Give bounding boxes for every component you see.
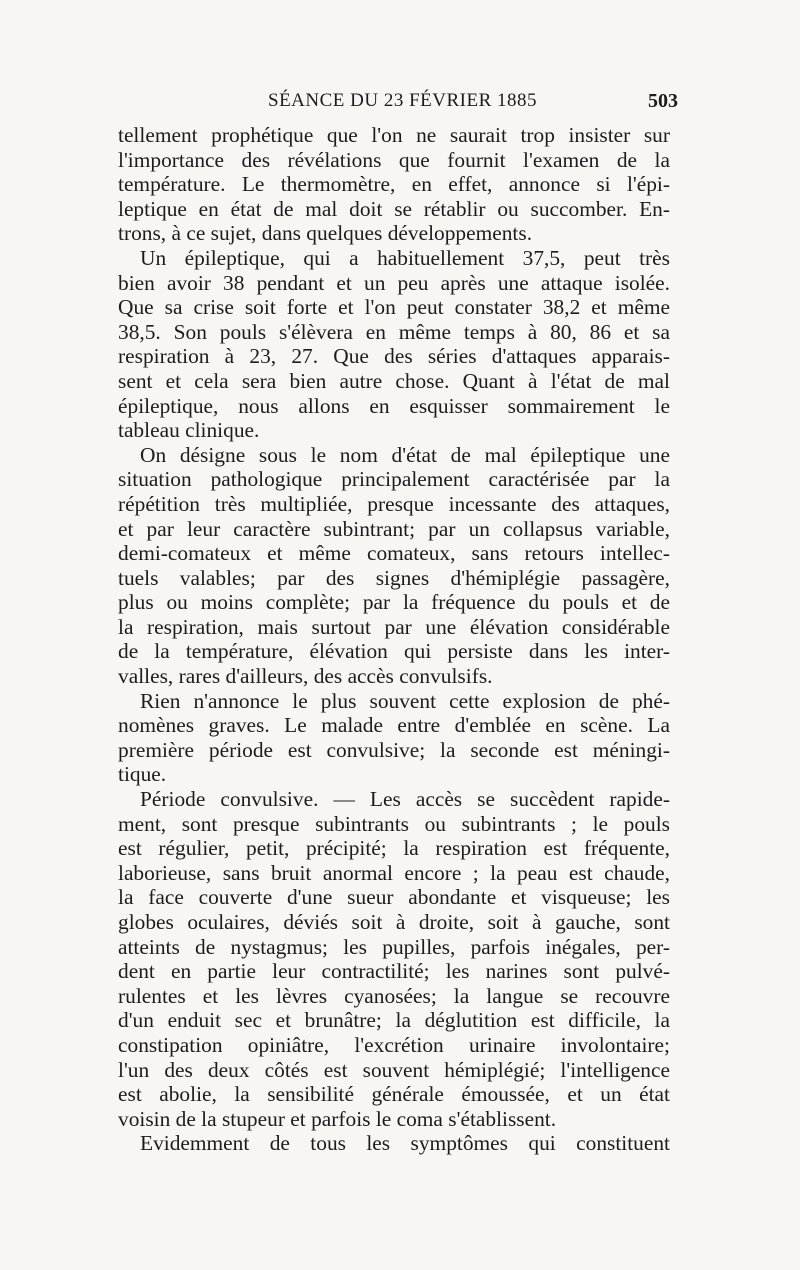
- text-line: de la température, élévation qui persiste dans les inter-: [118, 639, 670, 664]
- text-line: la face couverte d'une sueur abondante et visqueuse; les: [118, 885, 670, 910]
- text-line: sent et cela sera bien autre chose. Quant à l'état de mal: [118, 368, 670, 393]
- text-line: voisin de la stupeur et parfois le coma s'établissent.: [118, 1106, 557, 1131]
- text-line: est abolie, la sensibilité générale émoussée, et un état: [118, 1082, 670, 1107]
- text-line: nomènes graves. Le malade entre d'emblée en scène. La: [118, 713, 670, 738]
- text-line: est régulier, petit, précipité; la respiration est fréquente,: [118, 836, 670, 861]
- text-line: Un épileptique, qui a habituellement 37,5, peut très: [140, 245, 670, 270]
- text-line: valles, rares d'ailleurs, des accès convulsifs.: [118, 664, 493, 689]
- text-line: bien avoir 38 pendant et un peu après une attaque isolée.: [118, 270, 670, 295]
- text-line: 38,5. Son pouls s'élèvera en même temps à 80, 86 et sa: [118, 319, 670, 344]
- text-line: tellement prophétique que l'on ne saurait trop insister sur: [118, 123, 670, 147]
- text-line: tableau clinique.: [118, 418, 260, 443]
- text-line: Période convulsive. — Les accès se succèdent rapide-: [140, 787, 670, 812]
- page-number: 503: [648, 90, 678, 112]
- text-line: constipation opiniâtre, l'excrétion urinaire involontaire;: [118, 1032, 670, 1057]
- text-line: l'importance des révélations que fournit l'examen de la: [118, 147, 670, 172]
- text-line: tuels valables; par des signes d'hémiplégie passagère,: [118, 565, 670, 590]
- text-line: température. Le thermomètre, en effet, annonce si l'épi-: [118, 172, 670, 197]
- text-line: laborieuse, sans bruit anormal encore ; la peau est chaude,: [118, 860, 670, 885]
- text-line: trons, à ce sujet, dans quelques développements.: [118, 221, 533, 246]
- text-line: la respiration, mais surtout par une élévation considérable: [118, 614, 670, 639]
- text-line: Que sa crise soit forte et l'on peut constater 38,2 et même: [118, 295, 670, 320]
- body-text: [118, 123, 670, 1156]
- text-line: dent en partie leur contractilité; les narines sont pulvé-: [118, 959, 670, 984]
- text-line: et par leur caractère subintrant; par un collapsus variable,: [118, 516, 670, 541]
- text-line: épileptique, nous allons en esquisser sommairement le: [118, 393, 670, 418]
- text-line: tique.: [118, 762, 167, 787]
- text-line: On désigne sous le nom d'état de mal épileptique une: [140, 442, 670, 467]
- page-header: [118, 90, 678, 118]
- text-line: rulentes et les lèvres cyanosées; la langue se recouvre: [118, 983, 670, 1008]
- text-line: plus ou moins complète; par la fréquence du pouls et de: [118, 590, 670, 615]
- text-line: atteints de nystagmus; les pupilles, parfois inégales, per-: [118, 934, 670, 959]
- text-line: l'un des deux côtés est souvent hémiplégié; l'intelligence: [118, 1057, 670, 1082]
- text-line: leptique en état de mal doit se rétablir ou succomber. En-: [118, 196, 670, 221]
- text-line: Evidemment de tous les symptômes qui constituent: [140, 1131, 670, 1156]
- text-line: globes oculaires, déviés soit à droite, soit à gauche, sont: [118, 910, 670, 934]
- text-line: répétition très multipliée, presque incessante des attaques,: [118, 491, 670, 516]
- text-line: respiration à 23, 27. Que des séries d'attaques apparais-: [118, 344, 670, 369]
- text-line: d'un enduit sec et brunâtre; la déglutition est difficile, la: [118, 1008, 670, 1033]
- running-title: SÉANCE DU 23 FÉVRIER 1885: [268, 90, 538, 111]
- text-line: ment, sont presque subintrants ou subintrants ; le pouls: [118, 811, 670, 836]
- text-line: demi-comateux et même comateux, sans retours intellec-: [118, 541, 670, 566]
- text-line: première période est convulsive; la seconde est méningi-: [118, 737, 670, 762]
- text-line: situation pathologique principalement caractérisée par la: [118, 467, 670, 492]
- text-line: Rien n'annonce le plus souvent cette explosion de phé-: [140, 688, 670, 713]
